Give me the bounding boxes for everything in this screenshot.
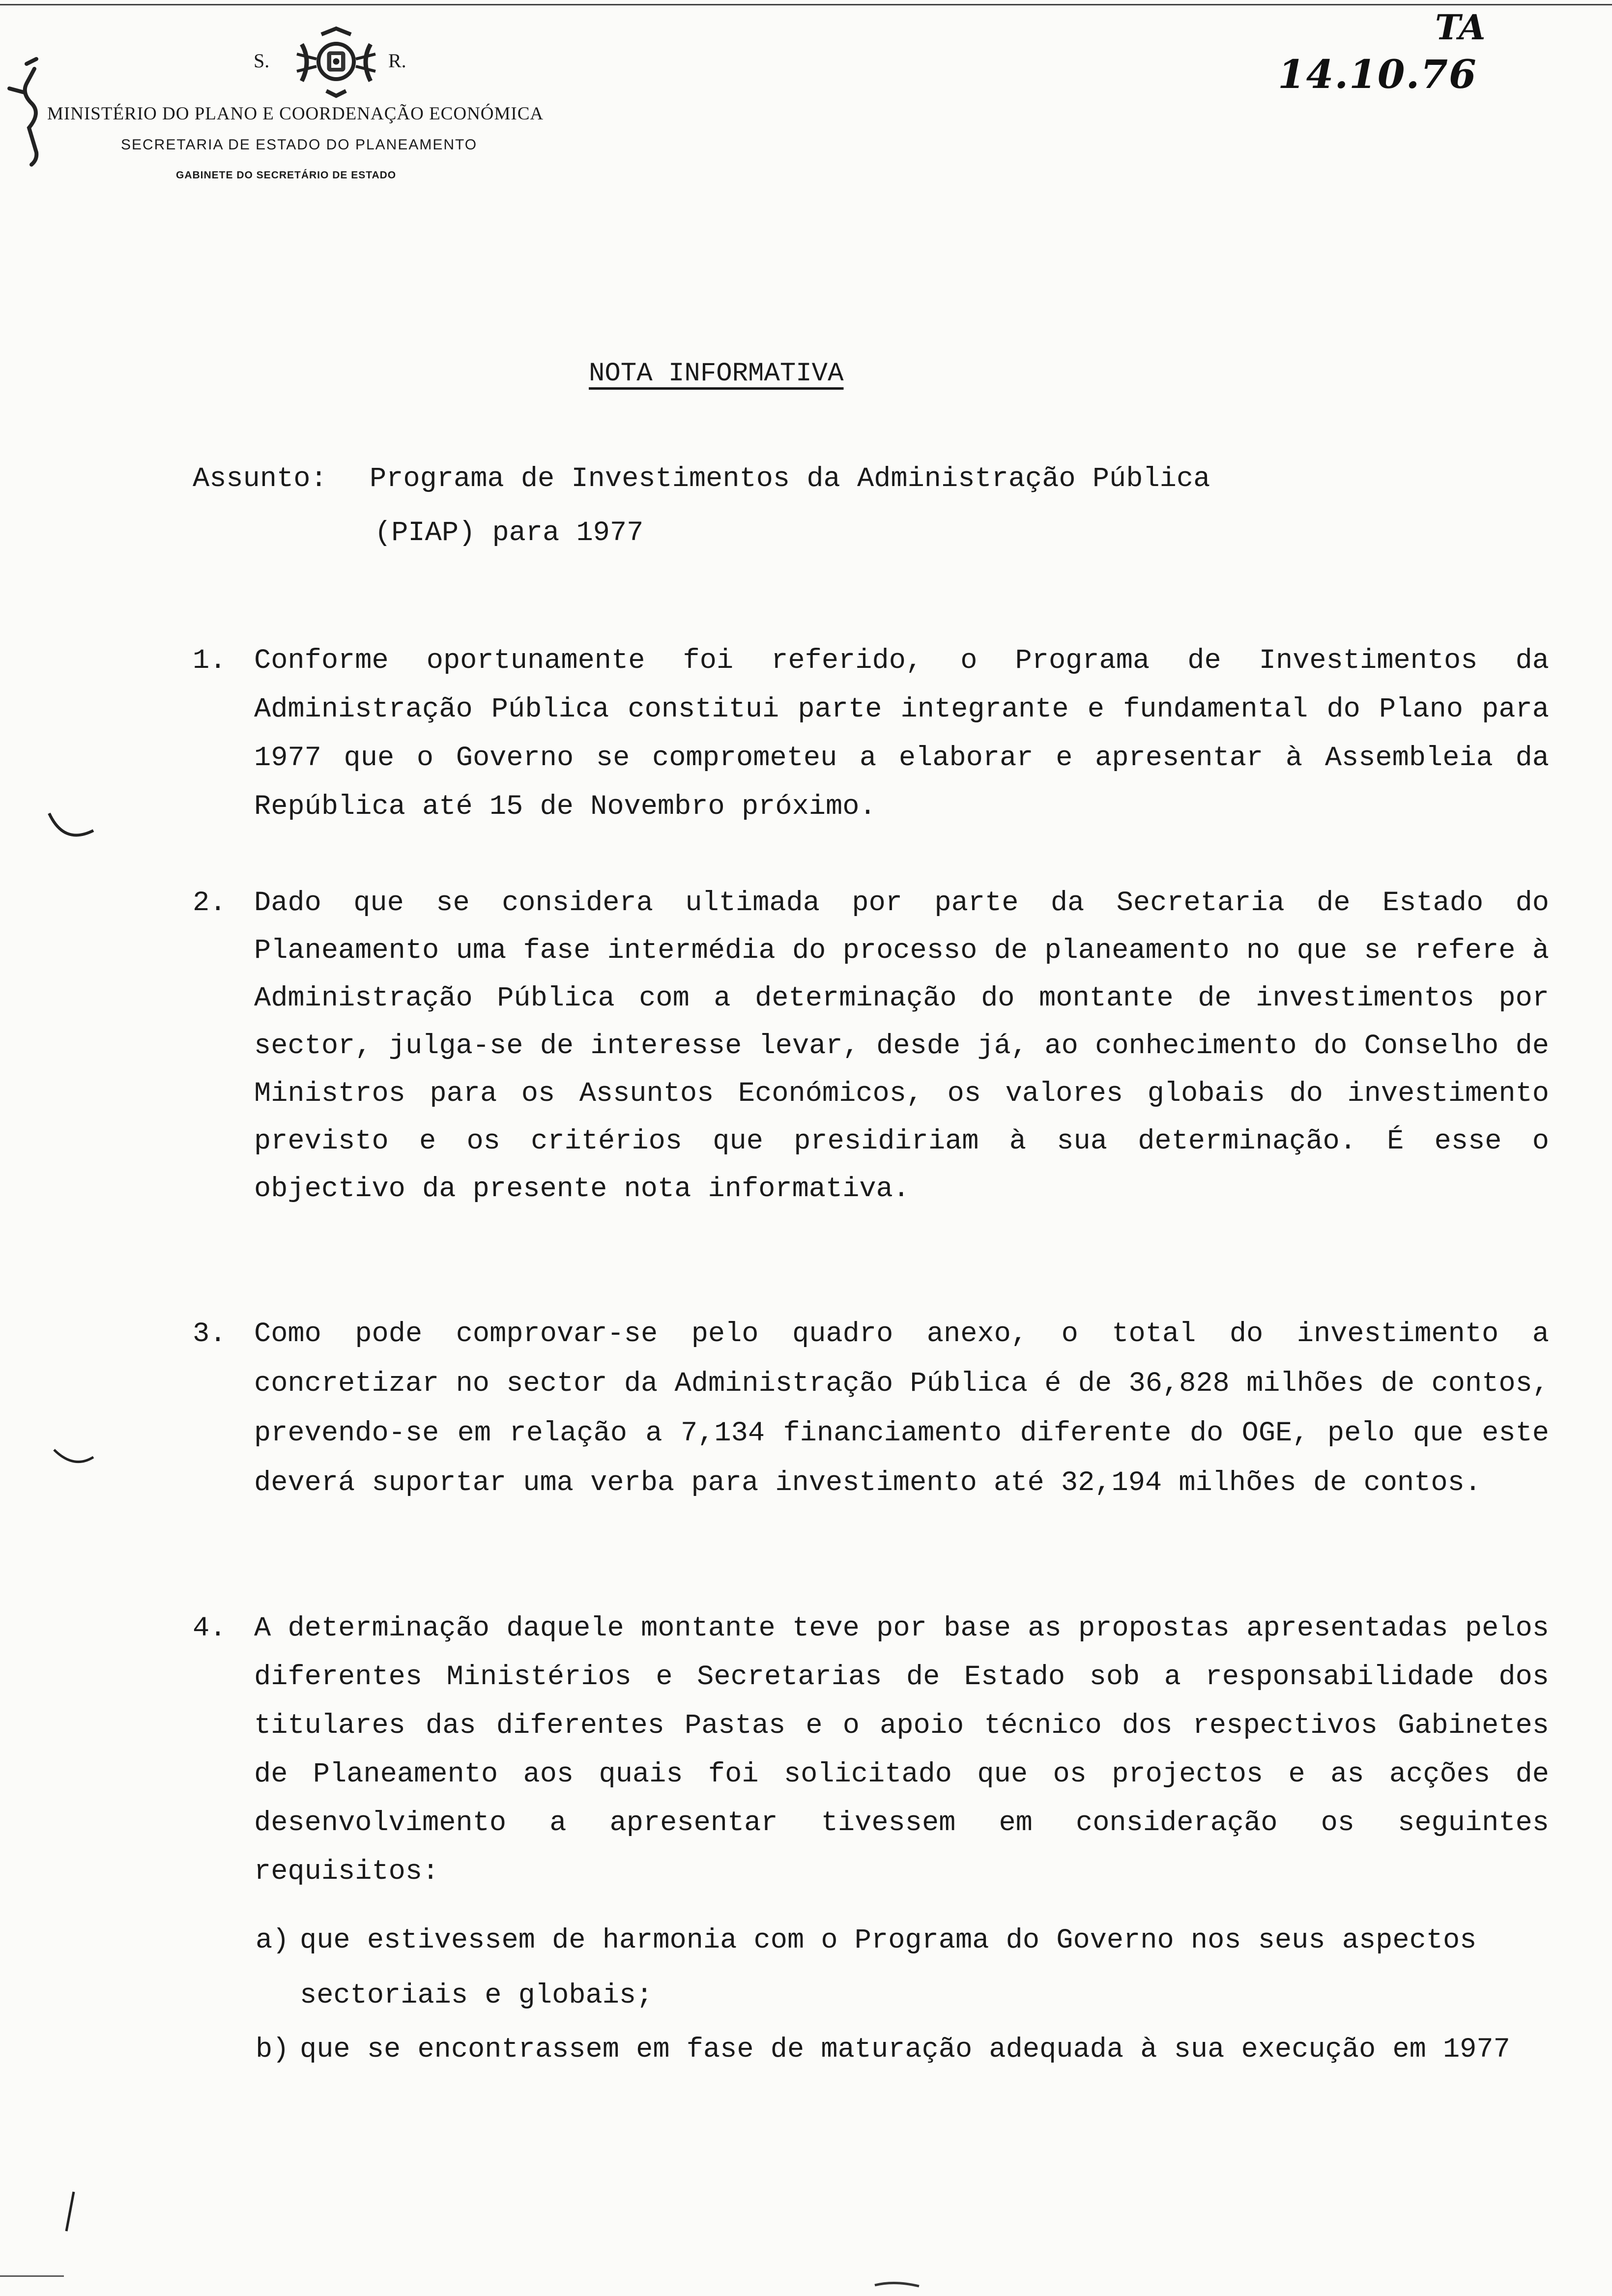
requirement-letter: b) [256, 2034, 289, 2066]
paragraph-text: Como pode comprovar-se pelo quadro anexo, o total do investimento a concretizar no sector da Administração Pública é de 36,828 milhões de contos, prevendo-se em relação a 7,134 financiamento diferente do OGE, pelo que este deverá suportar uma verba para investimento até 32,194 milhões de contos. [254, 1319, 1549, 1499]
coat-of-arms-emblem [292, 25, 380, 98]
margin-stroke-mark [66, 2192, 74, 2231]
paragraph-text: Dado que se considera ultimada por parte da Secretaria de Estado do Planeamento uma fase intermédia do processo de planeamento no que se refere à Administração Pública com a determinação do montante de investimentos por sector, julga-se de interesse levar, desde já, ao conhecimento do Conselho de Ministros para os Assuntos Económicos, os valores globais do investimento previsto e os critérios que presidiriam à sua determinação. É esse o objectivo da presente nota informativa. [254, 888, 1549, 1205]
paragraph-text: A determinação daquele montante teve por base as propostas apresentadas pelos diferentes Ministérios e Secretarias de Estado sob a responsabilidade dos titulares das diferentes Pastas e o apoio técnico dos respectivos Gabinetes de Planeamento aos quais foi solicitado que os projectos e as acções de desenvolvimento a apresentar tivessem em consideração os seguintes requisitos: [254, 1613, 1549, 1888]
requirement-text: que se encontrassem em fase de maturação adequada à sua execução em 1977 [300, 2034, 1510, 2066]
subject-block [193, 452, 1520, 560]
document-title: NOTA INFORMATIVA [589, 359, 844, 389]
handwritten-annotation [1258, 7, 1514, 105]
margin-stamp-mark [7, 54, 51, 172]
paragraph-number: 4. [193, 1613, 227, 1644]
bottom-edge-line [0, 2275, 64, 2277]
paragraph-2 [193, 880, 1549, 1213]
ministry-name: MINISTÉRIO DO PLANO E COORDENAÇÃO ECONÓMICA [47, 104, 544, 124]
requirement-b [256, 2022, 1553, 2077]
margin-hole-mark [49, 813, 93, 835]
paragraph-number: 3. [193, 1319, 227, 1350]
paragraph-1 [193, 637, 1549, 832]
requirement-a [256, 1913, 1553, 2023]
cabinet-name: GABINETE DO SECRETÁRIO DE ESTADO [176, 170, 397, 181]
letterhead-s: S. [254, 50, 270, 72]
paragraph-number: 2. [193, 888, 227, 919]
secretariat-name: SECRETARIA DE ESTADO DO PLANEAMENTO [121, 137, 478, 153]
top-border-line [0, 4, 1612, 5]
margin-hole-mark [54, 1450, 93, 1462]
requirement-text: que estivessem de harmonia com o Programa do Governo nos seus aspectos sectoriais e globais; [300, 1925, 1477, 2011]
paragraph-number: 1. [193, 645, 227, 677]
subject-line-1: Programa de Investimentos da Administração Pública [370, 463, 1210, 495]
handwritten-date: 14.10.76 [1278, 51, 1477, 97]
letterhead-r: R. [388, 50, 406, 72]
paragraph-text: Conforme oportunamente foi referido, o Programa de Investimentos da Administração Pública constitui parte integrante e fundamental do Plano para 1977 que o Governo se comprometeu a elaborar e apresentar à Assembleia da República até 15 de Novembro próximo. [254, 645, 1549, 823]
paragraph-3 [193, 1310, 1549, 1508]
requirement-letter: a) [256, 1925, 289, 1956]
paragraph-4 [193, 1605, 1549, 1896]
subject-label: Assunto: [193, 463, 327, 495]
subject-line-2: (PIAP) para 1977 [374, 517, 644, 549]
bottom-stroke-mark [875, 2283, 919, 2286]
handwritten-initials: TA [1435, 7, 1486, 48]
